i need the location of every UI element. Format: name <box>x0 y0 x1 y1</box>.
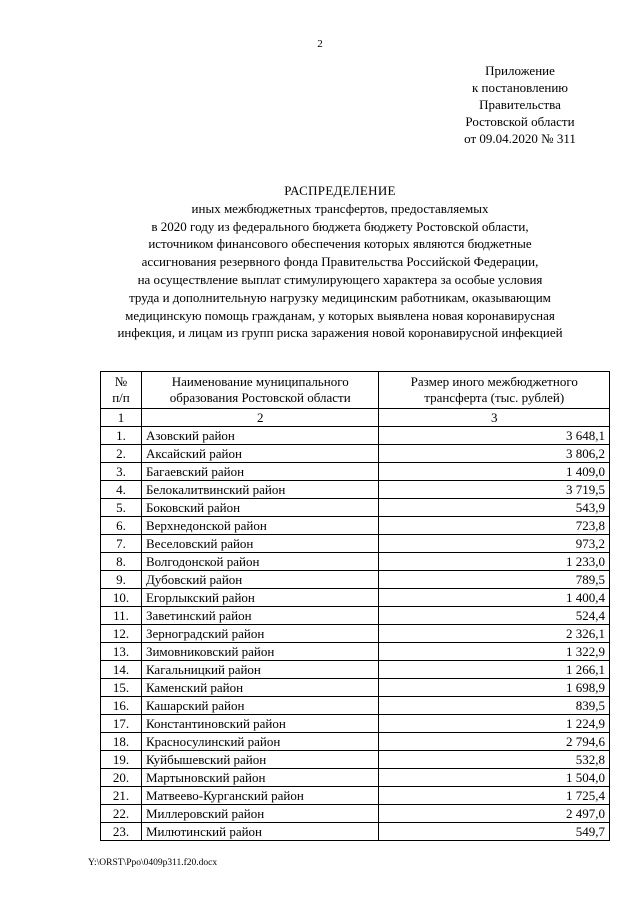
row-number: 1. <box>101 427 142 445</box>
description-line: ассигнования резервного фонда Правительства Российской Федерации, <box>141 254 539 270</box>
transfer-amount: 2 326,1 <box>379 625 610 643</box>
table-row <box>101 481 610 499</box>
header-municipality-line: Наименование муниципального <box>171 374 349 389</box>
header-municipality-line: образования Ростовской области <box>169 390 351 405</box>
appendix-line: Ростовской области <box>465 114 575 129</box>
appendix-line: Приложение <box>485 63 555 78</box>
transfer-amount: 549,7 <box>379 823 610 841</box>
transfer-amount: 1 266,1 <box>379 661 610 679</box>
row-number: 5. <box>101 499 142 517</box>
header-amount <box>379 372 610 409</box>
page-number: 2 <box>317 38 323 50</box>
row-number: 21. <box>101 787 142 805</box>
table-row <box>101 823 610 841</box>
municipality-name: Белокалитвинский район <box>141 481 379 499</box>
row-number: 17. <box>101 715 142 733</box>
municipality-name: Куйбышевский район <box>141 751 379 769</box>
table-row <box>101 571 610 589</box>
row-number: 19. <box>101 751 142 769</box>
municipality-name: Заветинский район <box>141 607 379 625</box>
transfer-amount: 1 725,4 <box>379 787 610 805</box>
table-row <box>101 715 610 733</box>
column-index-row <box>101 409 610 427</box>
municipality-name: Матвеево-Курганский район <box>141 787 379 805</box>
row-number: 12. <box>101 625 142 643</box>
municipality-name: Дубовский район <box>141 571 379 589</box>
transfer-amount: 1 409,0 <box>379 463 610 481</box>
transfer-amount: 2 794,6 <box>379 733 610 751</box>
municipality-name: Миллеровский район <box>141 805 379 823</box>
table-row <box>101 607 610 625</box>
table-row <box>101 589 610 607</box>
file-path-footer: Y:\ORST\Ppo\0409p311.f20.docx <box>88 858 218 868</box>
table-row <box>101 445 610 463</box>
transfer-amount: 3 719,5 <box>379 481 610 499</box>
table-row <box>101 733 610 751</box>
table-row <box>101 805 610 823</box>
table-row <box>101 499 610 517</box>
header-amount-line: Размер иного межбюджетного <box>410 374 578 389</box>
transfer-amount: 1 224,9 <box>379 715 610 733</box>
row-number: 13. <box>101 643 142 661</box>
municipality-name: Каменский район <box>141 679 379 697</box>
municipality-name: Зерноградский район <box>141 625 379 643</box>
row-number: 18. <box>101 733 142 751</box>
table-row <box>101 517 610 535</box>
transfer-amount: 973,2 <box>379 535 610 553</box>
row-number: 15. <box>101 679 142 697</box>
table-row <box>101 553 610 571</box>
municipality-name: Волгодонской район <box>141 553 379 571</box>
municipality-name: Егорлыкский район <box>141 589 379 607</box>
row-number: 3. <box>101 463 142 481</box>
column-index: 1 <box>101 409 142 427</box>
municipality-name: Кашарский район <box>141 697 379 715</box>
transfer-amount: 789,5 <box>379 571 610 589</box>
municipality-name: Азовский район <box>141 427 379 445</box>
row-number: 10. <box>101 589 142 607</box>
header-number-line: п/п <box>112 390 130 405</box>
transfer-amount: 723,8 <box>379 517 610 535</box>
municipality-name: Боковский район <box>141 499 379 517</box>
header-number-line: № <box>114 374 128 389</box>
transfer-amount: 1 504,0 <box>379 769 610 787</box>
appendix-line: к постановлению <box>471 80 569 95</box>
description-line: на осуществление выплат стимулирующего характера за особые условия <box>137 271 543 287</box>
table-row <box>101 787 610 805</box>
table-row <box>101 679 610 697</box>
document-title: РАСПРЕДЕЛЕНИЕ <box>284 183 396 198</box>
row-number: 22. <box>101 805 142 823</box>
table-row <box>101 769 610 787</box>
municipality-name: Кагальницкий район <box>141 661 379 679</box>
table-row <box>101 643 610 661</box>
row-number: 7. <box>101 535 142 553</box>
municipality-name: Зимовниковский район <box>141 643 379 661</box>
description-line: в 2020 году из федерального бюджета бюджету Ростовской области, <box>151 218 529 234</box>
header-amount-line: трансферта (тыс. рублей) <box>424 390 565 405</box>
municipality-name: Мартыновский район <box>141 769 379 787</box>
municipality-name: Константиновский район <box>141 715 379 733</box>
table-row <box>101 697 610 715</box>
description-line: иных межбюджетных трансфертов, предоставляемых <box>191 200 489 216</box>
transfer-amount: 839,5 <box>379 697 610 715</box>
row-number: 23. <box>101 823 142 841</box>
table-row <box>101 427 610 445</box>
row-number: 2. <box>101 445 142 463</box>
row-number: 14. <box>101 661 142 679</box>
transfer-amount: 1 400,4 <box>379 589 610 607</box>
row-number: 9. <box>101 571 142 589</box>
table-row <box>101 751 610 769</box>
description-line: медицинскую помощь гражданам, у которых выявлена новая коронавирусная <box>125 307 555 323</box>
column-index: 3 <box>379 409 610 427</box>
transfer-amount: 3 806,2 <box>379 445 610 463</box>
table-row <box>101 661 610 679</box>
appendix-line: Правительства <box>479 97 561 112</box>
municipality-name: Верхнедонской район <box>141 517 379 535</box>
transfer-amount: 524,4 <box>379 607 610 625</box>
row-number: 4. <box>101 481 142 499</box>
table-row <box>101 625 610 643</box>
transfer-amount: 1 233,0 <box>379 553 610 571</box>
row-number: 8. <box>101 553 142 571</box>
header-number <box>101 372 142 409</box>
table-row <box>101 463 610 481</box>
appendix-block <box>440 62 600 147</box>
row-number: 16. <box>101 697 142 715</box>
appendix-line: от 09.04.2020 № 311 <box>464 131 576 146</box>
description-line: инфекция, и лицам из групп риска заражения новой коронавирусной инфекцией <box>117 325 563 341</box>
municipality-name: Аксайский район <box>141 445 379 463</box>
row-number: 6. <box>101 517 142 535</box>
description-line: труда и дополнительную нагрузку медицинским работникам, оказывающим <box>129 289 551 305</box>
column-index: 2 <box>141 409 379 427</box>
row-number: 20. <box>101 769 142 787</box>
document-title-block <box>70 182 610 342</box>
table-header-row <box>101 372 610 409</box>
transfer-amount: 3 648,1 <box>379 427 610 445</box>
transfer-amount: 1 322,9 <box>379 643 610 661</box>
municipality-name: Красносулинский район <box>141 733 379 751</box>
transfer-amount: 532,8 <box>379 751 610 769</box>
municipality-name: Багаевский район <box>141 463 379 481</box>
header-municipality <box>141 372 379 409</box>
table-row <box>101 535 610 553</box>
transfer-amount: 2 497,0 <box>379 805 610 823</box>
municipality-name: Милютинский район <box>141 823 379 841</box>
transfer-amount: 543,9 <box>379 499 610 517</box>
transfer-amount: 1 698,9 <box>379 679 610 697</box>
distribution-table <box>100 371 610 841</box>
description-line: источником финансового обеспечения которых являются бюджетные <box>148 236 532 252</box>
municipality-name: Веселовский район <box>141 535 379 553</box>
row-number: 11. <box>101 607 142 625</box>
